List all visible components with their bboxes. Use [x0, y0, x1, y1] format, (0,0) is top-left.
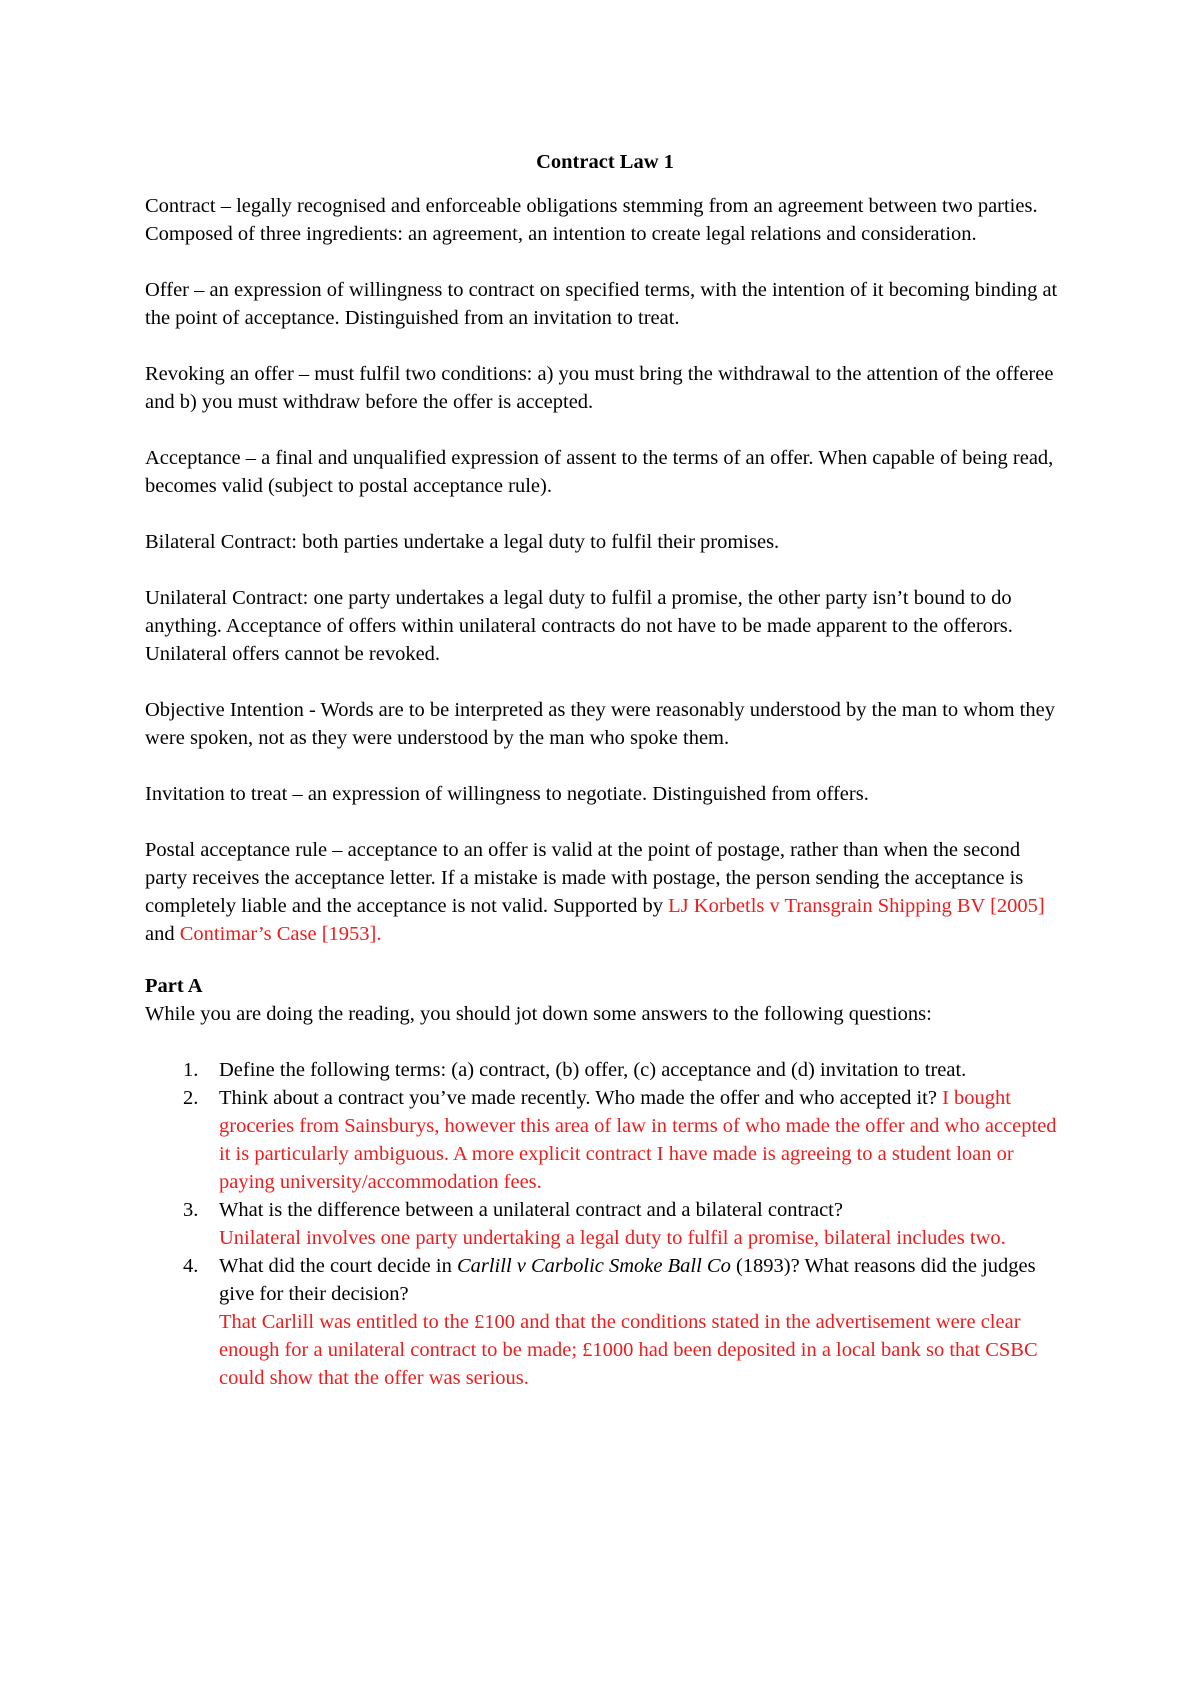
definition-objective-intention: Objective Intention - Words are to be interpreted as they were reasonably understood by the man to whom they were spoken, not as they were understood by the man who spoke them.: [145, 699, 1055, 749]
document-page: [145, 148, 1065, 1392]
list-item: [145, 1056, 1065, 1084]
question-number: 2.: [183, 1087, 199, 1109]
part-a-intro: While you are doing the reading, you should jot down some answers to the following questions:: [145, 1003, 932, 1025]
part-a-heading: Part A: [145, 975, 203, 997]
definition-invitation-to-treat: Invitation to treat – an expression of willingness to negotiate. Distinguished from offers.: [145, 783, 869, 805]
postal-rule-end: .: [376, 923, 382, 945]
answer-text: Unilateral involves one party undertaking a legal duty to fulfil a promise, bilateral includes two.: [219, 1227, 1006, 1249]
question-text: What is the difference between a unilateral contract and a bilateral contract?: [219, 1199, 843, 1221]
question-text-post: (1893)? What reasons did the judges give for their decision?: [219, 1255, 1036, 1305]
definition-unilateral-contract: Unilateral Contract: one party undertakes a legal duty to fulfil a promise, the other party isn’t bound to do anything. Acceptance of offers within unilateral contracts do not have to be made apparent to the offerors. Unilateral offers cannot be revoked.: [145, 587, 1013, 665]
definition-postal-acceptance-rule: [145, 836, 1065, 948]
postal-rule-text: Postal acceptance rule – acceptance to an offer is valid at the point of postage, rather than when the second party receives the acceptance letter. If a mistake is made with postage, the person sending the acceptance is completely liable and the acceptance is not valid. Supported by: [145, 839, 1024, 917]
postal-rule-joiner: and: [145, 923, 180, 945]
question-text: Think about a contract you’ve made recently. Who made the offer and who accepted it?: [219, 1087, 937, 1109]
question-number: 1.: [183, 1059, 199, 1081]
definition-offer: Offer – an expression of willingness to contract on specified terms, with the intention of it becoming binding at the point of acceptance. Distinguished from an invitation to treat.: [145, 279, 1058, 329]
document-title: Contract Law 1: [536, 151, 674, 173]
definition-contract: Contract – legally recognised and enforceable obligations stemming from an agreement between two parties. Composed of three ingredients: an agreement, an intention to create legal relations and consideration.: [145, 195, 1038, 245]
question-number: 4.: [183, 1255, 199, 1277]
definition-revoking-offer: Revoking an offer – must fulfil two conditions: a) you must bring the withdrawal to the attention of the offeree and b) you must withdraw before the offer is accepted.: [145, 363, 1054, 413]
answer-text: That Carlill was entitled to the £100 and that the conditions stated in the advertisement were clear enough for a unilateral contract to be made; £1000 had been deposited in a local bank so that CSBC could show that the offer was serious.: [219, 1311, 1038, 1389]
case-citation-korbetls: LJ Korbetls v Transgrain Shipping BV [2005]: [668, 895, 1045, 917]
definition-acceptance: Acceptance – a final and unqualified expression of assent to the terms of an offer. When capable of being read, becomes valid (subject to postal acceptance rule).: [145, 447, 1054, 497]
case-name-carlill: Carlill v Carbolic Smoke Ball Co: [456, 1255, 731, 1277]
question-text: Define the following terms: (a) contract, (b) offer, (c) acceptance and (d) invitation to treat.: [219, 1059, 967, 1081]
question-number: 3.: [183, 1199, 199, 1221]
list-item: [145, 1252, 1065, 1392]
list-item: [145, 1084, 1065, 1196]
question-list: [145, 1056, 1065, 1392]
question-text-pre: What did the court decide in: [219, 1255, 457, 1277]
case-citation-contimar: Contimar’s Case [1953]: [179, 923, 377, 945]
definition-bilateral-contract: Bilateral Contract: both parties undertake a legal duty to fulfil their promises.: [145, 531, 780, 553]
answer-text: I bought groceries from Sainsburys, however this area of law in terms of who made the offer and who accepted it is particularly ambiguous. A more explicit contract I have made is agreeing to a student loan or paying university/accommodation fees.: [219, 1087, 1057, 1193]
list-item: [145, 1196, 1065, 1252]
